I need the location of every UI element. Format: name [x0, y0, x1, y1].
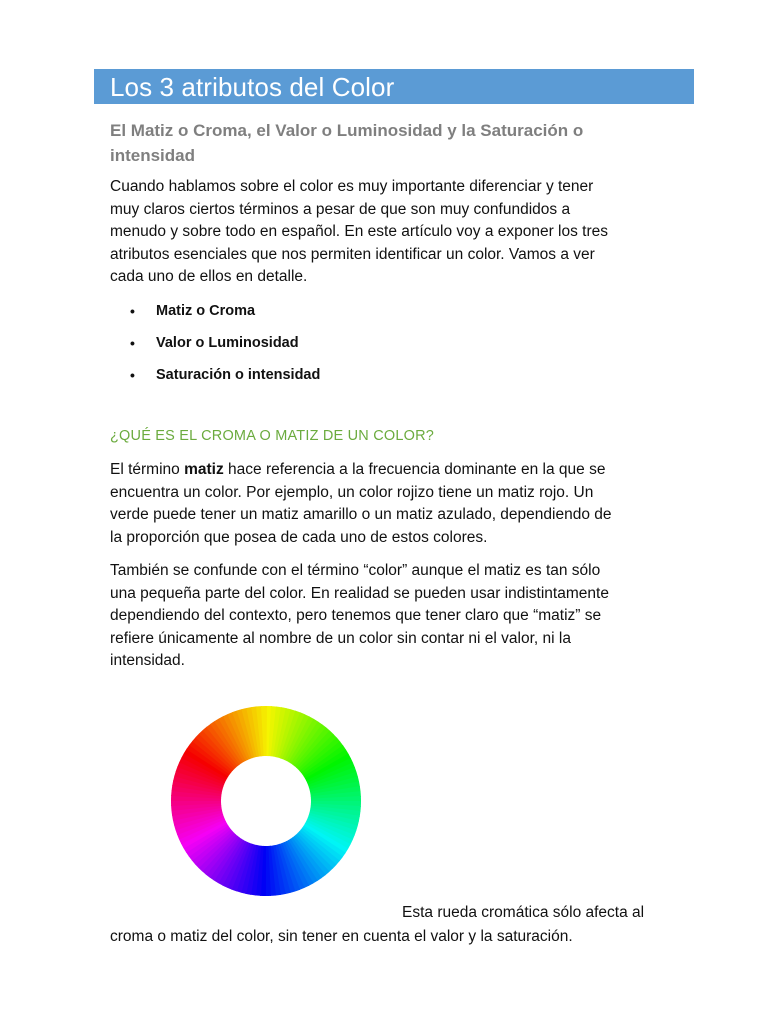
- bullet-icon: •: [130, 303, 135, 319]
- paragraph-line: una pequeña parte del color. En realidad se pueden usar indistintamente: [110, 584, 609, 602]
- paragraph-line: También se confunde con el término “color” aunque el matiz es tan sólo: [110, 562, 601, 579]
- term-matiz: matiz: [184, 461, 224, 478]
- color-wheel-icon: [170, 705, 362, 897]
- intro-line: Cuando hablamos sobre el color es muy importante diferenciar y tener: [110, 178, 594, 195]
- text-run: El término: [110, 461, 185, 478]
- paragraph-line: verde puede tener un matiz amarillo o un matiz azulado, dependiendo de: [110, 506, 612, 524]
- paragraph-line: encuentra un color. Por ejemplo, un color rojizo tiene un matiz rojo. Un: [110, 483, 594, 501]
- paragraph-line: intensidad.: [110, 652, 185, 670]
- intro-line: muy claros ciertos términos a pesar de que son muy confundidos a: [110, 200, 571, 218]
- intro-line: atributos esenciales que nos permiten identificar un color. Vamos a ver: [110, 245, 595, 263]
- intro-line: cada uno de ellos en detalle.: [110, 268, 308, 286]
- paragraph-line: dependiendo del contexto, pero tenemos que tener claro que “matiz” se: [110, 607, 602, 625]
- figure-caption-part1: Esta rueda cromática sólo afecta al: [402, 904, 645, 921]
- section-heading: ¿QUÉ ES EL CROMA O MATIZ DE UN COLOR?: [110, 428, 435, 444]
- intro-line: menudo y sobre todo en español. En este artículo voy a exponer los tres: [110, 223, 609, 241]
- bullet-icon: •: [130, 335, 135, 351]
- paragraph-line: refiere únicamente al nombre de un color sin contar ni el valor, ni la: [110, 629, 571, 647]
- intro-paragraph: [110, 176, 670, 289]
- title-bar: [94, 69, 694, 104]
- list-item-label: Saturación o intensidad: [156, 367, 321, 383]
- list-item: [110, 364, 320, 396]
- matiz-paragraph: [110, 459, 670, 549]
- page-subtitle: El Matiz o Croma, el Valor o Luminosidad y la Saturación o intensidad: [110, 121, 584, 165]
- attributes-list: [110, 300, 320, 396]
- page-title: Los 3 atributos del Color: [110, 72, 395, 102]
- paragraph-line: [110, 459, 670, 482]
- bullet-icon: •: [130, 367, 135, 383]
- figure-caption-part2: croma o matiz del color, sin tener en cuenta el valor y la saturación.: [110, 928, 573, 945]
- list-item: [110, 332, 320, 364]
- confusion-paragraph: [110, 560, 670, 673]
- text-run: hace referencia a la frecuencia dominante en la que se: [223, 461, 606, 478]
- paragraph-line: la proporción que posea de cada uno de estos colores.: [110, 528, 488, 546]
- list-item: [110, 300, 320, 332]
- list-item-label: Valor o Luminosidad: [156, 335, 299, 351]
- list-item-label: Matiz o Croma: [156, 303, 256, 319]
